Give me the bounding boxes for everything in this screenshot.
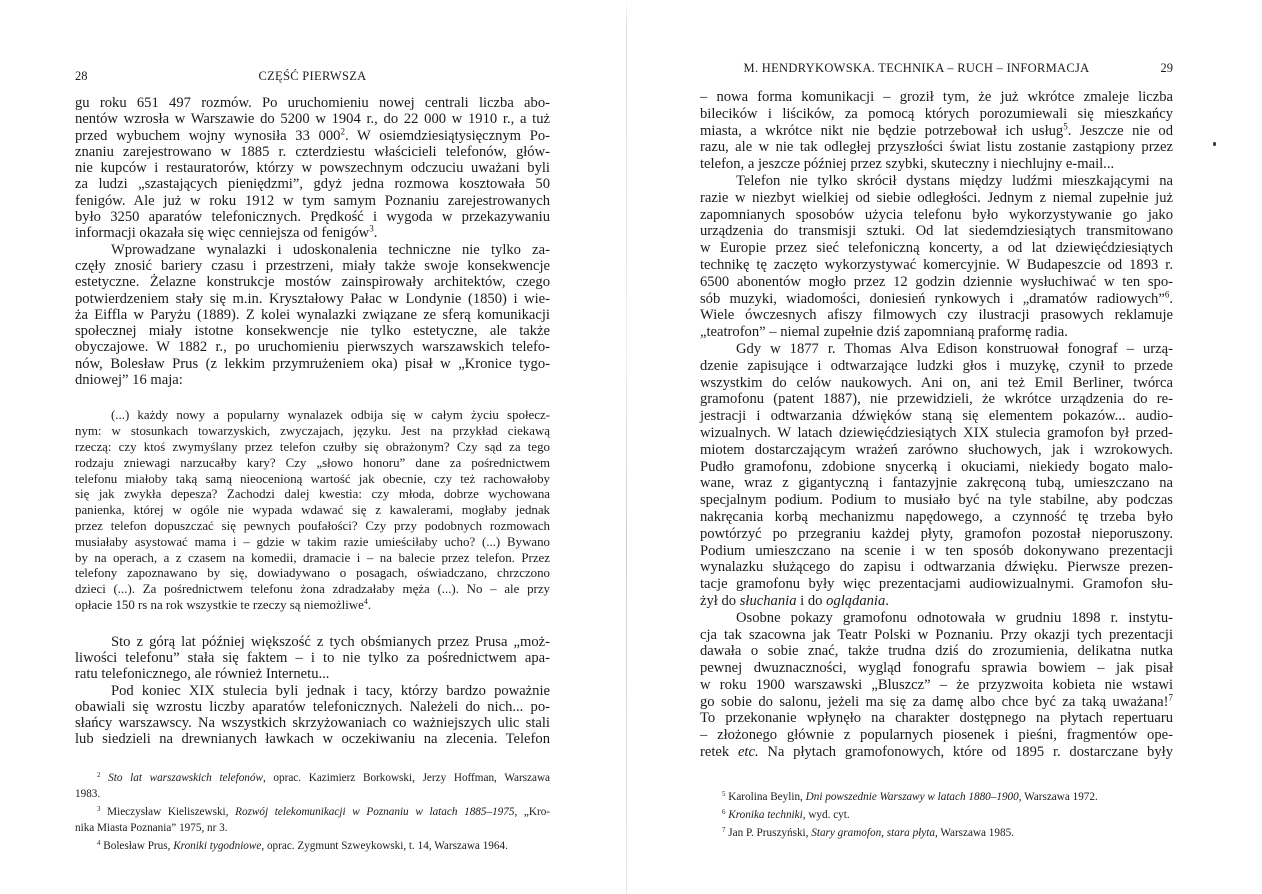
text-line	[75, 770, 550, 786]
text-line: Pod koniec XIX stulecia byli jednak i tacy, którzy bardzo poważnie	[111, 682, 550, 699]
text-line: liwości telefonu” stała się faktem – i to nie tylko za pośrednictwem apa-	[75, 650, 550, 666]
paragraph	[700, 173, 1173, 341]
text-segment: go sobie do salonu, jeżeli ma się za damę albo chce być za taką uważana!	[700, 693, 1169, 710]
text-line: Osobne pokazy gramofonu odnotowała w grudniu 1898 r. instytu-	[736, 609, 1173, 626]
text-line: fenigów. Ale już w roku 1912 w tym samym Poznaniu zarejestrowanych	[75, 192, 550, 209]
text-segment: retek	[700, 744, 738, 761]
text-segment: , wyd. cyt.	[802, 809, 850, 821]
text-line: nów, Bolesław Prus (z lekkim przymrużeniem oka) pisał w „Kronice tygo-	[75, 355, 550, 372]
text-line: za ludzi „szastających pieniędzmi”, gdyż jedna rozmowa kosztowała 50	[75, 176, 550, 193]
text-line: przez telefon dopuszczać się pewnych poufałości? Czy przy podobnych rozmowach	[75, 518, 550, 533]
text-line	[700, 291, 1173, 308]
italic-text: Kroniki tygodniowe	[173, 840, 262, 852]
text-line: nika Miasta Poznania” 1975, nr 3.	[75, 822, 228, 834]
paragraph	[700, 341, 1173, 610]
text-segment: opłacie 150 rs na rok wszystkie te rzeczy są niemożliwe	[75, 597, 364, 612]
italic-text: oglądania	[826, 592, 886, 609]
text-line: Sto z górą lat później większość z tych obśmianych przez Prusa „moż-	[111, 633, 550, 650]
page-header	[75, 68, 550, 84]
text-segment: sób muzyki, wiadomości, doniesień rynkowych i „dramatów radiowych”	[700, 290, 1165, 307]
text-line: panienka, której w ogóle nie wypada wdawać się z kawalerami, mogłaby jednak	[75, 503, 550, 518]
page-header	[700, 60, 1173, 76]
text-line: znaniu zarejestrowano w 1885 r. czterdziestu właścicieli telefonów, głów-	[75, 143, 550, 160]
text-line: Wiele ówczesnych afiszy filmowych czy ilustracji prasowych reklamuje	[700, 307, 1173, 324]
footnote-reference: 3	[97, 804, 101, 813]
text-line: potwierdzeniem stały się m.in. Kryształowy Pałac w Londynie (1850) i wie-	[75, 290, 550, 307]
paragraph	[75, 683, 550, 748]
footnote	[700, 825, 1173, 841]
text-segment: . W osiemdziesiątysięcznym Po-	[344, 127, 550, 144]
page-number: 29	[1160, 61, 1173, 75]
paragraph	[75, 634, 550, 683]
text-segment: .	[367, 597, 372, 612]
text-line: pewnej dwuznaczności, wygląd fonografu sprawia bowiem – jak pisał	[700, 660, 1173, 677]
text-line	[75, 838, 550, 854]
italic-text: etc.	[737, 744, 759, 761]
book-gutter	[626, 0, 627, 894]
page-body	[700, 89, 1173, 761]
text-line: dzieci (...). Za pośrednictwem telefonu żona zdradzałaby męża (...). No – ale przy	[75, 582, 550, 597]
text-segment: Bolesław Prus,	[100, 840, 174, 852]
text-line: ża Eiffla w Paryżu (1889). Z kolei wynalazki związane ze sferą komunikacji	[75, 306, 550, 323]
text-segment: .	[885, 592, 889, 609]
text-line: społecznej miały istotne konsekwencje nie tylko estetyczne, ale także	[75, 323, 550, 340]
text-line: nym: w stosunkach towarzyskich, zwyczajach, języku. Jest na przykład ciekawą	[75, 424, 550, 439]
text-line: technikę tę zaczęto wykorzystywać komercyjnie. W Budapeszcie od 1893 r.	[700, 256, 1173, 273]
footnote	[700, 789, 1173, 805]
text-line: wizualnych. W latach dziewięćdziesiątych XIX stulecia gramofon był przed-	[700, 424, 1173, 441]
text-segment: , Warszawa 1972.	[1018, 791, 1098, 803]
text-line: słańcy warszawscy. Na wszystkich skrzyżowaniach co ważniejszych ulic stali	[75, 715, 550, 732]
text-line	[700, 744, 1173, 761]
text-line: dniowej” 16 maja:	[75, 372, 183, 389]
text-segment: , oprac. Kazimierz Borkowski, Jerzy Hoffman, Warszawa	[262, 772, 551, 784]
text-line: wynalazku służącego do zapisu i odtwarzania dźwięku. Pierwsze prezen-	[700, 559, 1173, 576]
text-line: telefony zapoznawano by się, dowiadywano o posagach, oświadczano, chrzczono	[75, 566, 550, 581]
footnote-reference: 4	[363, 597, 368, 607]
text-line: Pudło gramofonu, zdobione snycerką i okuciami, niekiedy bogato malo-	[700, 458, 1173, 475]
text-line: urządzenia do transmisji sztuki. Od lat siedemdziesiątych transmitowano	[700, 223, 1173, 240]
running-head: M. HENDRYKOWSKA. TECHNIKA – RUCH – INFORMACJA	[743, 61, 1090, 75]
text-segment: .	[373, 225, 378, 242]
text-segment: . Jeszcze nie od	[1067, 122, 1173, 139]
footnote	[75, 804, 550, 836]
text-segment: miasta, a wkrótce nikt nie będzie potrzebował ich usług	[700, 122, 1064, 139]
text-line: „teatrofon” – niemal zupełnie dziś zapomnianą praformę radia.	[700, 324, 1068, 341]
italic-text: Dni powszednie Warszawy w latach 1880–1900	[805, 791, 1019, 803]
scan-speck	[1213, 142, 1216, 146]
text-line: gu roku 651 497 rozmów. Po uruchomieniu nowej centrali liczba abo-	[75, 95, 550, 111]
text-line: w Europie przez sieć telefoniczną koncerty, a od lat dziewięćdziesiątych	[700, 240, 1173, 257]
text-line: jestracji i odtwarzania dźwięków staną się elementem pokazów... audio-	[700, 408, 1173, 425]
text-segment: informacji okazała się więc cenniejsza od fenigów	[75, 225, 370, 242]
footnote-reference: 3	[369, 223, 374, 234]
text-line: razie w niezbyt wielkiej od siebie odległości. Jednym z niemal zupełnie już	[700, 189, 1173, 206]
text-line	[75, 225, 550, 241]
text-segment: , oprac. Zygmunt Szweykowski, t. 14, Warszawa 1964.	[261, 840, 508, 852]
text-line: obyczajowe. W 1882 r., po uruchomieniu pierwszych warszawskich telefo-	[75, 339, 550, 356]
italic-text: Rozwój telekomunikacji w Poznaniu w latach 1885–1975	[235, 806, 515, 818]
text-line: gramofonu (patent 1887), nie przewidzieli, że wkrótce urządzenia do re-	[700, 391, 1173, 408]
text-line: (...) każdy nowy a popularny wynalazek odbija się w całym życiu społecz-	[111, 408, 550, 423]
text-line: się jak zwykła depesza? Zachodzi dalej kwestia: czy młoda, dobrze wychowana	[75, 487, 550, 502]
text-line: by na operach, a z czasem na komedii, dramacie i – na balecie przez telefon. Przez	[75, 550, 550, 565]
text-line: wane, wraz z gigantyczną i fantazyjnie zakręconą tubą, umieszczano na	[700, 475, 1173, 492]
text-line: estetyczne. Żelazne konstrukcje mostów zainspirowały architektów, czego	[75, 274, 550, 291]
paragraph	[75, 95, 550, 242]
footnote-reference: 7	[1168, 692, 1173, 703]
text-line: specjalnym podium. Podium to musiało być na tyle stabilne, aby podczas	[700, 492, 1173, 509]
text-line: 6500 abonentów mogło przez 12 godzin dziennie wysłuchiwać w ten spo-	[700, 273, 1173, 290]
text-segment: Na płytach gramofonowych, które od 1895 r. dostarczane były	[758, 744, 1173, 761]
text-line: Telefon nie tylko skrócił dystans między ludźmi mieszkającymi na	[736, 172, 1173, 189]
text-line: cja tak szacowna jak Teatr Polski w Poznaniu. Przy okazji tych prezentacji	[700, 626, 1173, 643]
text-line: musiałaby asystować mama i – gdzie w takim razie umieściłaby ucho? (...) Bywano	[75, 534, 550, 549]
text-line	[75, 598, 550, 614]
footnote-reference: 2	[340, 126, 345, 137]
text-line: rzeczą: czy ktoś zwymyślany przez telefon czułby się obrażonym? Czy sąd za tego	[75, 439, 550, 454]
text-line: zapomnianych sposobów użycia telefonu było wykorzystywanie go jako	[700, 206, 1173, 223]
text-line: telefonu miałoby taką samą nieocenioną wartość jak obecnie, czy też rachowałoby	[75, 471, 550, 486]
text-line: telefon, a jeszcze później przez szybki, skuteczny i niechlujny e-mail...	[700, 156, 1115, 173]
text-line: Podium umieszczano na scenie i w ten sposób dokonywano prezentacji	[700, 542, 1173, 559]
text-segment	[100, 772, 108, 784]
text-line	[700, 807, 1173, 823]
text-line: – nowa forma komunikacji – groził tym, że już wkrótce zmaleje liczba	[700, 89, 1173, 105]
footnotes	[75, 770, 550, 856]
footnote	[75, 838, 550, 854]
footnote-reference: 7	[722, 825, 726, 834]
text-line: ratu telefonicznego, ale również Internetu...	[75, 666, 330, 683]
text-line: nie kupców i restauratorów, którzy w powszechnym odczuciu uważani byli	[75, 160, 550, 177]
text-line: – złożonego głównie z popularnych piosenek i pieśni, fragmentów ope-	[700, 727, 1173, 744]
text-line	[700, 593, 1173, 610]
text-line: Wprowadzane wynalazki i udoskonalenia techniczne nie tylko za-	[111, 241, 550, 258]
text-line: częły znosić bariery czasu i przestrzeni, miały także swoje konsekwencje	[75, 257, 550, 274]
footnote	[75, 770, 550, 802]
text-segment: , Warszawa 1985.	[934, 827, 1014, 839]
page-body	[75, 95, 550, 748]
italic-text: Stary gramofon, stara płyta	[811, 827, 935, 839]
italic-text: Kronika techniki	[728, 809, 803, 821]
footnote-reference: 5	[1063, 121, 1068, 132]
footnote-reference: 5	[722, 789, 726, 798]
text-line	[700, 825, 1173, 841]
footnote-reference: 6	[722, 807, 726, 816]
text-line: obawiali się wzrostu liczby aparatów telefonicznych. Należeli do nich... po-	[75, 698, 550, 715]
text-segment: i do	[796, 592, 827, 609]
italic-text: Sto lat warszawskich telefonów	[108, 772, 263, 784]
page-number: 28	[75, 69, 88, 83]
text-line: powtórzyć po przegraniu każdej płyty, gramofon pozostał nieporuszony.	[700, 525, 1173, 542]
text-line	[700, 123, 1173, 140]
text-line: 1983.	[75, 788, 101, 800]
text-line: lub siedzieli na drewnianych ławkach w oczekiwaniu na zlecenia. Telefon	[75, 731, 550, 748]
footnote-reference: 6	[1164, 289, 1170, 300]
text-segment: .	[1169, 290, 1173, 307]
running-head: CZĘŚĆ PIERWSZA	[258, 69, 367, 83]
footnotes	[700, 789, 1173, 843]
text-line: razu, ale w nie tak odległej przyszłości świat listu zostanie zastąpiony przez	[700, 139, 1173, 156]
text-line: rodzaju zniewagi narzucałby kary? Czy „słowo honoru” dane za pośrednictwem	[75, 455, 550, 470]
text-line: nakręcania korbą mechanizmu napędowego, a czynność tę trzeba było	[700, 508, 1173, 525]
text-line	[75, 128, 550, 144]
footnote	[700, 807, 1173, 823]
text-line: dawała o sobie znać, także trudna dziś do zrozumienia, delikatna nutka	[700, 643, 1173, 660]
text-line: Gdy w 1877 r. Thomas Alva Edison konstruował fonograf – urzą-	[736, 340, 1173, 357]
text-line: nentów wzrosła w Warszawie do 5200 w 1904 r., do 22 000 w 1910 r., a tuż	[75, 111, 550, 128]
text-segment: żył do	[700, 592, 740, 609]
text-line	[700, 694, 1173, 711]
paragraph	[75, 242, 550, 389]
text-segment: Jan P. Pruszyński,	[725, 827, 812, 839]
text-line	[75, 804, 550, 820]
paragraph	[700, 610, 1173, 761]
footnote-reference: 4	[97, 838, 101, 847]
block-quote	[75, 408, 550, 613]
text-line: tacje gramofonu były więc prezentacjami audiowizualnymi. Gramofon słu-	[700, 576, 1173, 593]
text-line: bilecików i liścików, za pomocą których porozumiewali się mieszkańcy	[700, 105, 1173, 122]
text-segment: przed wybuchem wojny wynosiła 33 000	[75, 127, 341, 144]
text-line: To przekonanie wpłynęło na charakter dostępnego na płytach repertuaru	[700, 710, 1173, 727]
text-line	[700, 789, 1173, 805]
footnote-reference: 2	[97, 770, 101, 779]
text-segment: , „Kro-	[514, 806, 551, 818]
text-segment: Karolina Beylin,	[725, 791, 806, 803]
text-line: było 3250 aparatów telefonicznych. Prędkość i wygoda w przekazywaniu	[75, 209, 550, 226]
text-segment: Mieczysław Kieliszewski,	[100, 806, 236, 818]
text-line: w roku 1900 warszawski „Bluszcz” – że przyzwoita kobieta nie wstawi	[700, 676, 1173, 693]
text-line: miotem dostarczającym wrażeń zarówno słuchowych, jak i wzrokowych.	[700, 441, 1173, 458]
text-line: wszystkim do celów naukowych. Ani on, ani też Emil Berliner, twórca	[700, 374, 1173, 391]
paragraph	[700, 89, 1173, 173]
text-line: dzenie zapisujące i odtwarzające ludzki głos i muzykę, czynił to przede	[700, 357, 1173, 374]
italic-text: słuchania	[739, 592, 797, 609]
